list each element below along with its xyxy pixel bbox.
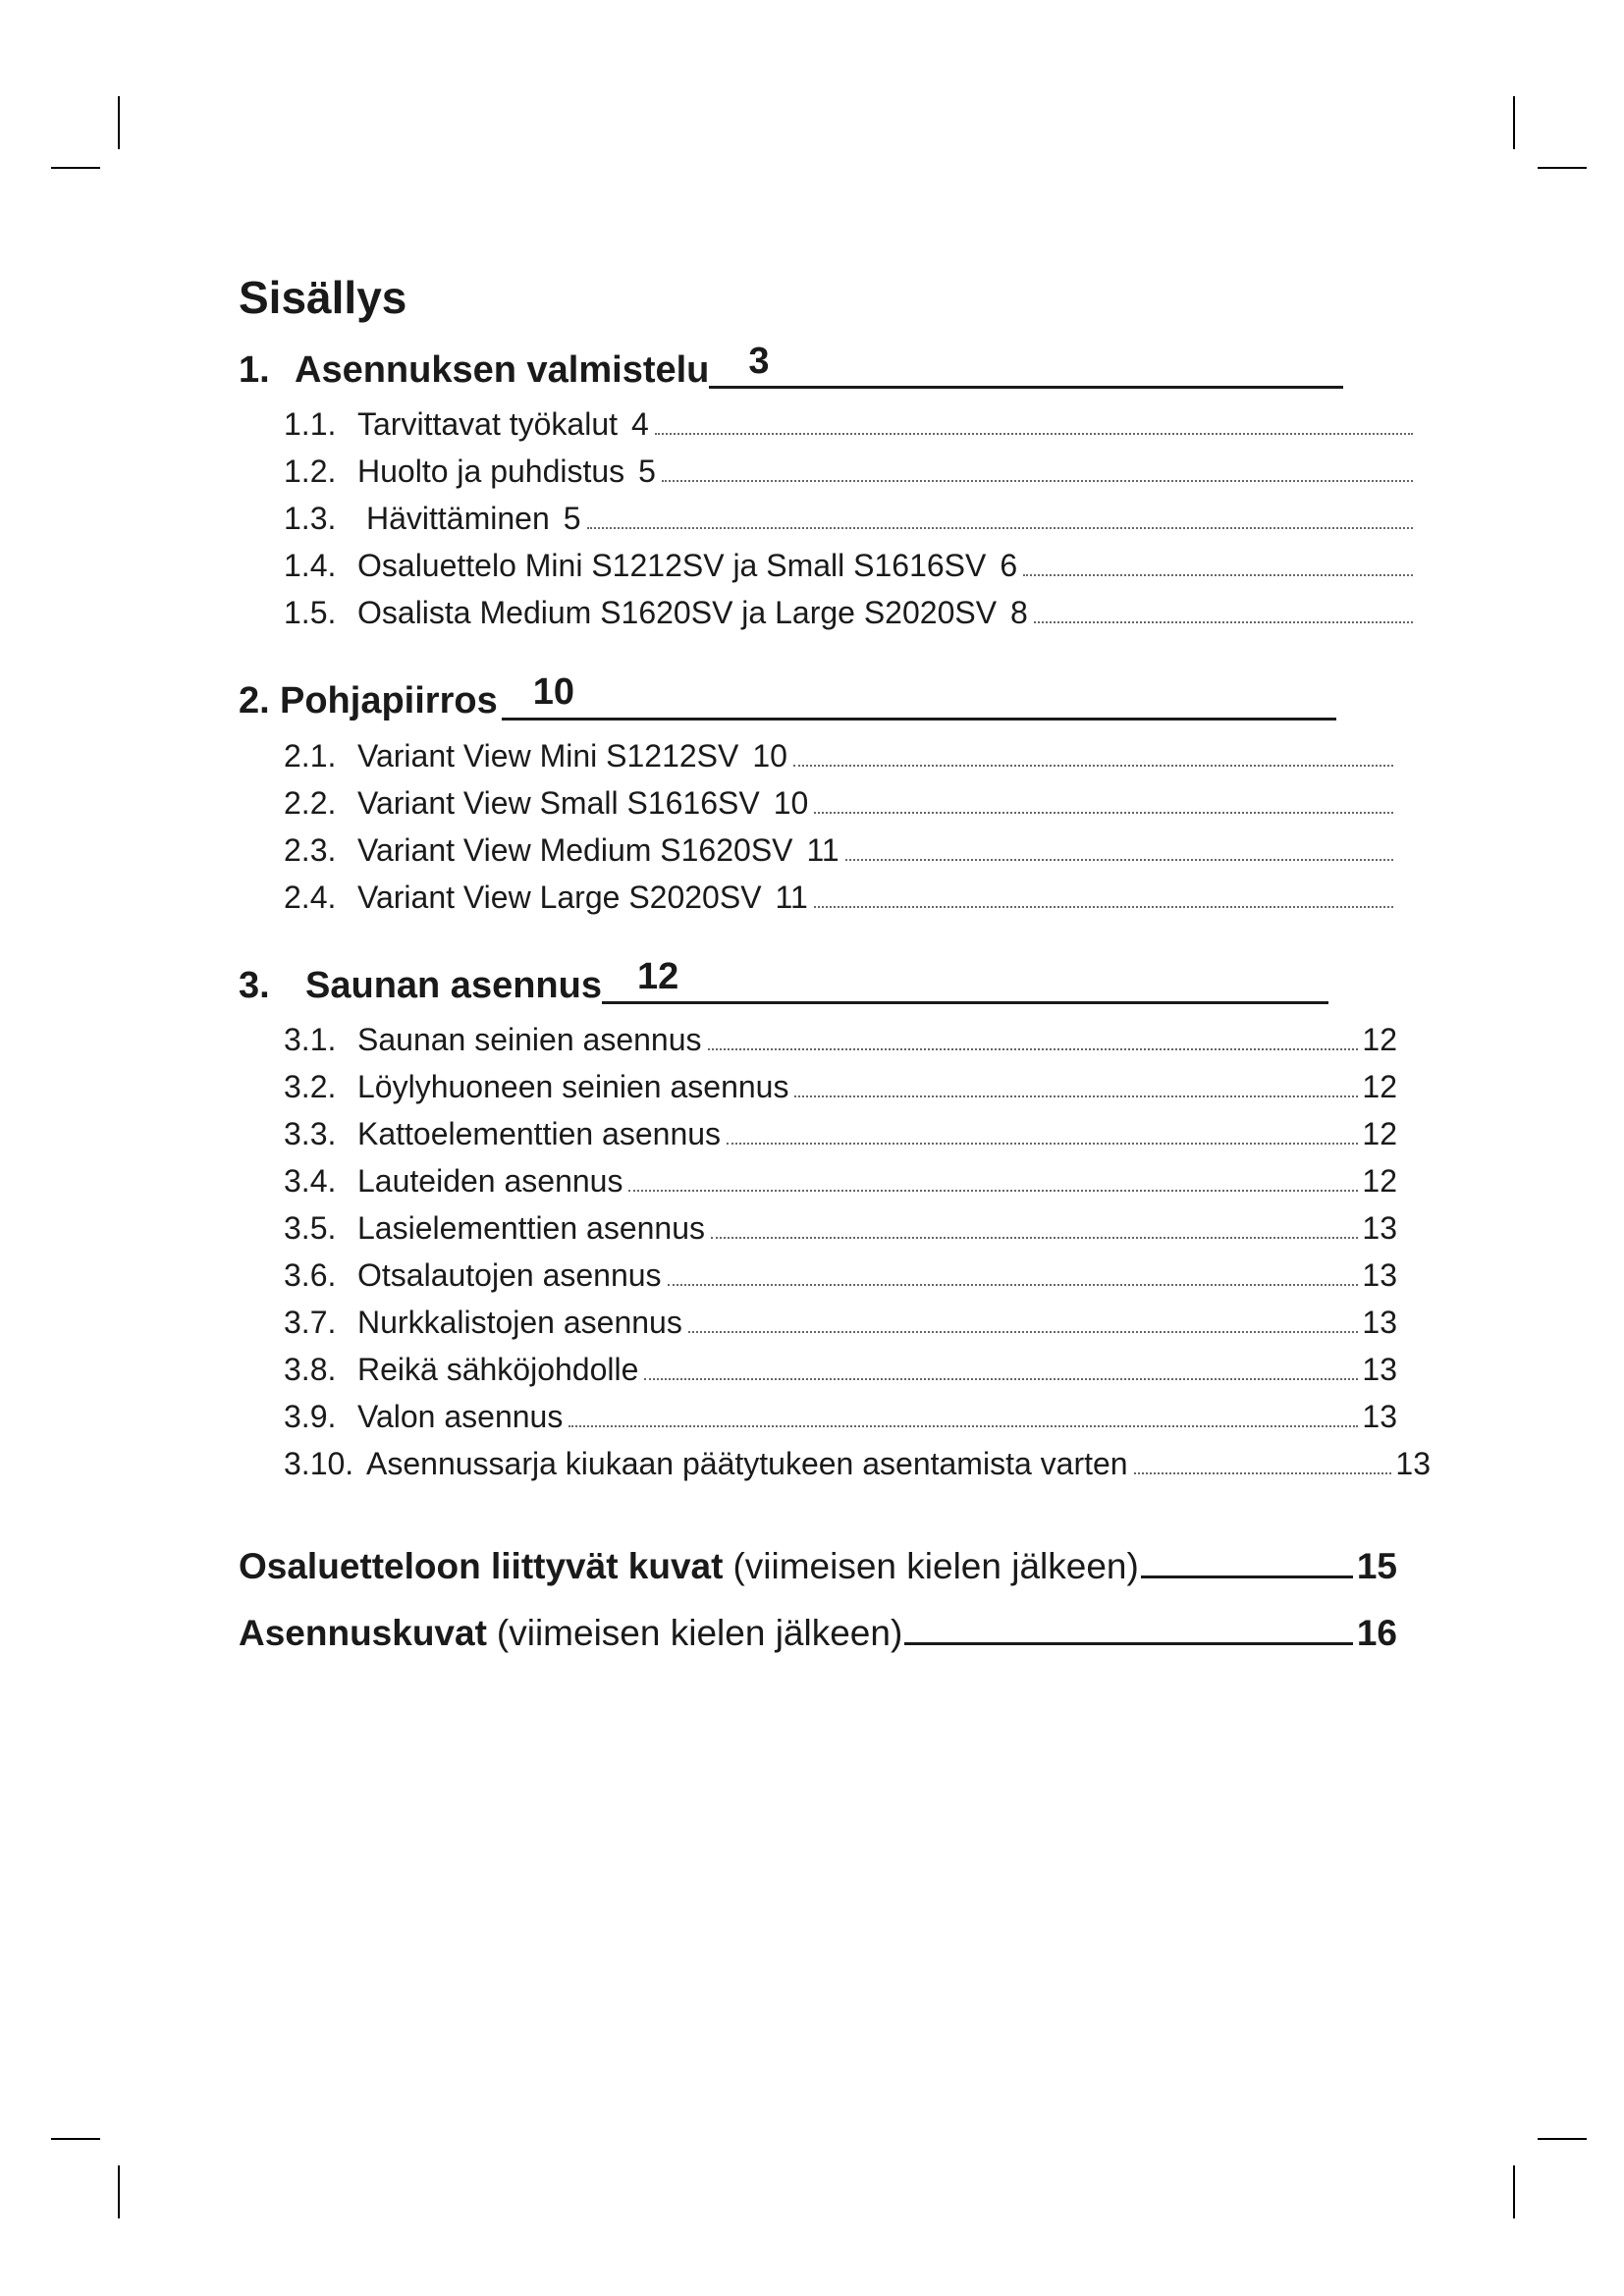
toc-entry[interactable] [284,1393,1397,1440]
toc-entry[interactable] [284,1063,1397,1110]
chapter-1-entries [284,400,1397,636]
dot-leader [793,765,1393,767]
crop-mark-top-right-horizontal [1538,167,1587,169]
dot-leader [668,1284,1359,1286]
toc-extra-installation-images[interactable] [239,1609,1397,1658]
entry-title: Kattoelementtien asennus [357,1116,722,1152]
entry-page: 13 [1362,1352,1397,1388]
toc-entry[interactable] [284,448,1417,495]
crop-mark-top-left-vertical [118,96,120,149]
entry-number: 3.9. [284,1399,337,1435]
entry-page: 12 [1362,1163,1397,1200]
entry-title: Saunan seinien asennus [357,1022,702,1058]
chapter-leader-line [502,671,1336,721]
entry-page: 8 [1010,595,1028,631]
entry-number: 1.2. [284,454,337,490]
crop-mark-bottom-left-vertical [118,2165,120,2218]
toc-chapter-2[interactable] [239,671,1397,724]
extra-note: (viimeisen kielen jälkeen) [496,1613,903,1654]
chapter-title: Saunan asennus [305,964,602,1006]
entry-page: 11 [775,879,808,915]
chapter-page: 12 [636,955,679,997]
entry-number: 2.4. [284,879,337,915]
dot-leader [587,527,1413,529]
dot-leader [727,1143,1358,1145]
dot-leader [628,1190,1358,1192]
entry-title: Osalista Medium S1620SV ja Large S2020SV [357,595,998,631]
dot-leader [794,1095,1358,1097]
entry-title: Nurkkalistojen asennus [357,1305,682,1341]
toc-entry[interactable] [284,779,1397,827]
dot-leader [708,1048,1359,1050]
toc-chapter-3[interactable] [239,955,1397,1009]
entry-title: Hävittäminen [366,501,550,537]
entry-title: Variant View Mini S1212SV [357,737,739,774]
toc-entry[interactable] [284,1346,1397,1393]
toc-entry[interactable] [284,542,1417,589]
entry-page: 5 [563,501,581,537]
chapter-number: 1. [239,348,270,391]
entry-number: 3.8. [284,1352,337,1388]
toc-entry[interactable] [284,1204,1397,1252]
toc-extra-parts-list-images[interactable] [239,1542,1397,1591]
entry-title: Löylyhuoneen seinien asennus [357,1069,789,1105]
entry-title: Osaluettelo Mini S1212SV ja Small S1616SV [357,548,987,584]
entry-title: Variant View Medium S1620SV [357,831,793,868]
toc-entry[interactable] [284,827,1397,874]
toc-entry[interactable] [284,1299,1397,1346]
entry-title: Reikä sähköjohdolle [357,1352,639,1388]
entry-number: 1.3. [284,501,337,537]
entry-title: Variant View Large S2020SV [357,879,762,915]
dot-leader [655,433,1413,435]
entry-number: 2.1. [284,737,337,774]
toc-entry[interactable] [284,1252,1397,1299]
dot-leader [688,1331,1359,1333]
chapter-number: 2. [239,680,270,722]
crop-mark-bottom-right-horizontal [1538,2138,1587,2140]
toc-entry[interactable] [284,732,1397,779]
entry-number: 1.5. [284,595,337,631]
entry-page: 13 [1362,1399,1397,1435]
dot-leader [814,906,1393,908]
entry-page: 12 [1362,1022,1397,1058]
entry-title: Tarvittavat työkalut [357,406,618,443]
toc-entry[interactable] [284,400,1417,448]
table-of-contents [239,272,1431,1676]
toc-entry[interactable] [284,1157,1397,1204]
entry-page: 11 [806,831,839,868]
entry-page: 12 [1362,1116,1397,1152]
entry-number: 3.6. [284,1257,337,1294]
chapter-page: 10 [532,671,574,714]
entry-number: 1.1. [284,406,337,443]
dot-leader [644,1378,1358,1380]
toc-entry[interactable] [284,874,1397,921]
entry-page: 4 [631,406,649,443]
entry-title: Lauteiden asennus [357,1163,623,1200]
dot-leader [1034,621,1413,623]
toc-entry[interactable] [284,589,1417,636]
entry-number: 3.10. [284,1446,354,1482]
chapter-leader-line [709,340,1343,389]
entry-title: Lasielementtien asennus [357,1210,706,1247]
entry-number: 2.3. [284,831,337,868]
chapter-page: 3 [748,340,770,382]
entry-title: Otsalautojen asennus [357,1257,662,1294]
entry-number: 1.4. [284,548,337,584]
entry-number: 3.4. [284,1163,337,1200]
entry-number: 3.5. [284,1210,337,1247]
entry-page: 10 [773,784,809,821]
chapter-2-entries [284,732,1397,921]
chapter-title: Pohjapiirros [280,680,498,722]
extra-title: Asennuskuvat [239,1613,487,1654]
entry-page: 13 [1362,1305,1397,1341]
entry-title: Huolto ja puhdistus [357,454,625,490]
chapter-leader-line [602,955,1328,1004]
dot-leader [845,859,1393,861]
entry-page: 10 [752,737,787,774]
crop-mark-bottom-right-vertical [1513,2165,1515,2218]
toc-entry[interactable] [284,1016,1397,1063]
dot-leader [662,480,1413,482]
extra-note: (viimeisen kielen jälkeen) [732,1546,1139,1587]
extra-title: Osaluetteloon liittyvät kuvat [239,1546,724,1587]
chapter-number: 3. [239,964,270,1006]
entry-title: Asennussarja kiukaan päätytukeen asentamista varten [366,1446,1128,1482]
entry-number: 3.1. [284,1022,337,1058]
chapter-title: Asennuksen valmistelu [295,348,710,391]
dot-leader [711,1237,1358,1239]
toc-entry[interactable] [284,1440,1431,1487]
entry-number: 3.3. [284,1116,337,1152]
extra-leader-line [1141,1575,1353,1578]
entry-title: Valon asennus [357,1399,564,1435]
entry-number: 2.2. [284,784,337,821]
entry-page: 13 [1362,1257,1397,1294]
crop-mark-top-right-vertical [1513,96,1515,149]
extra-page: 16 [1356,1613,1397,1654]
entry-page: 5 [638,454,656,490]
entry-number: 3.7. [284,1305,337,1341]
toc-entry[interactable] [284,1110,1397,1157]
toc-entry[interactable] [284,495,1417,542]
crop-mark-bottom-left-horizontal [51,2138,100,2140]
dot-leader [1134,1472,1392,1474]
dot-leader [568,1425,1358,1427]
entry-title: Variant View Small S1616SV [357,784,760,821]
crop-mark-top-left-horizontal [51,167,100,169]
chapter-3-entries [284,1016,1431,1487]
toc-chapter-1[interactable] [239,340,1397,394]
entry-page: 6 [1000,548,1018,584]
toc-title: Sisällys [239,272,407,323]
entry-page: 12 [1362,1069,1397,1105]
entry-page: 13 [1362,1210,1397,1247]
extra-page: 15 [1356,1546,1397,1587]
entry-number: 3.2. [284,1069,337,1105]
dot-leader [1023,574,1413,576]
dot-leader [814,812,1393,814]
entry-page: 13 [1395,1446,1431,1482]
extra-leader-line [904,1642,1353,1645]
